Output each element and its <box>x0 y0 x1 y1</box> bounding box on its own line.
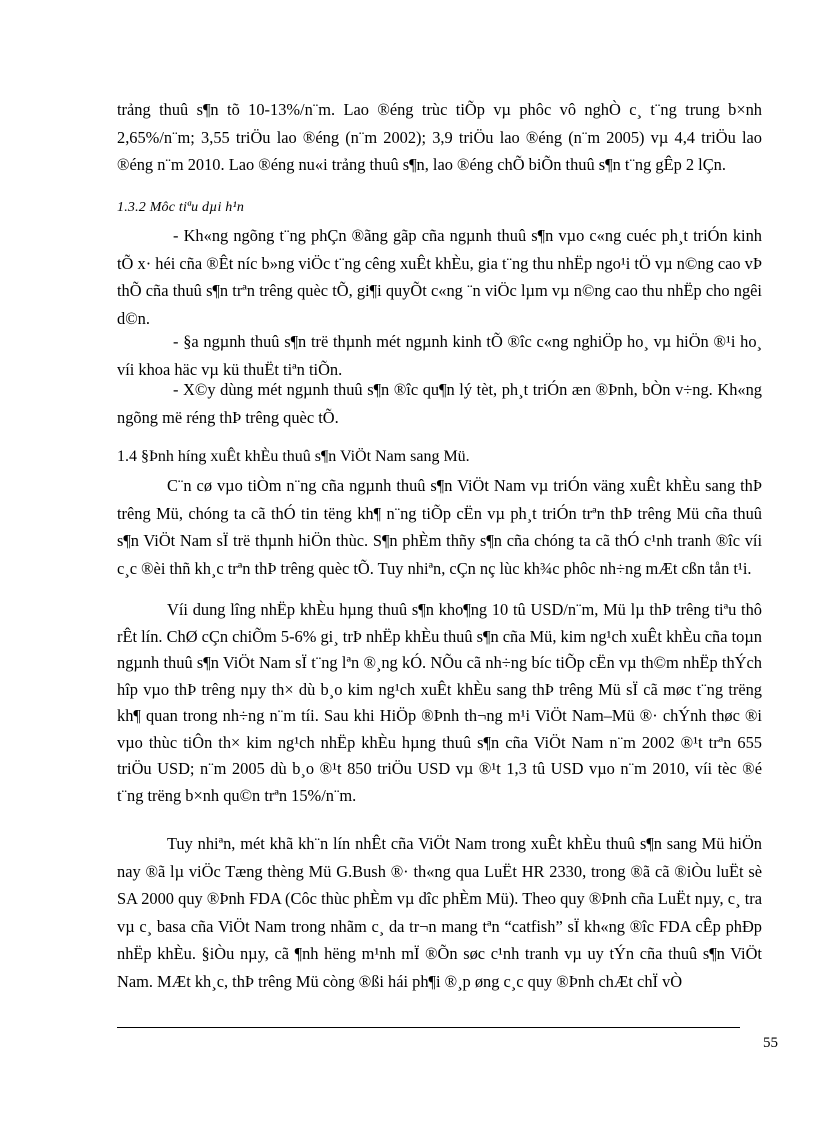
subheading-long-term-goals <box>117 198 762 218</box>
bullet-text: - §a ngµnh thuû s¶n trë thµnh mét ngµnh kinh tÕ ®îc c«ng nghiÖp ho¸ vµ hiÖn ®¹i ho¸ víi khoa häc vµ kü thuËt tiªn tiÕn. <box>117 332 762 379</box>
paragraph-text: trảng thuû s¶n tõ 10-13%/n¨m. Lao ®éng trùc tiÕp vµ phôc vô nghÒ c¸ t¨ng trung b×nh 2,65%/n¨m; 3,55 triÖu lao ®éng (n¨m 2002); 3,9 triÖu lao ®éng (n¨m 2005) vµ 4,4 triÖu lao ®éng n¨m 2010. Lao ®éng nu«i trảng thuû s¶n, lao ®éng chÕ biÕn thuû s¶n t¨ng gÊp 2 lÇn. <box>117 100 762 174</box>
section-heading-text: 1.4 §Þnh híng xuÊt khÈu thuû s¶n ViÖt Nam sang Mü. <box>117 448 470 465</box>
subheading-text: 1.3.2 Môc tiªu dµi h¹n <box>117 200 245 215</box>
paragraph-import-volume <box>117 597 762 809</box>
footer-divider <box>117 1027 740 1028</box>
paragraph-difficulty <box>117 830 762 995</box>
bullet-text: - Kh«ng ngõng t¨ng phÇn ®ãng gãp cña ngµnh thuû s¶n vµo c«ng cuéc ph¸t triÓn kinh tÕ x· héi cña ®Êt níc b»ng viÖc t¨ng cêng xuÊt khÈu, gia t¨ng thu nhËp ngo¹i tÖ vµ n©ng cao vÞ thÕ cña thuû s¶n trªn trêng quèc tÕ, gi¶i quyÕt c«ng ¨n viÖc lµm vµ n©ng cao thu nhËp cho ngêi d©n. <box>117 226 762 328</box>
bullet-text: - X©y dùng mét ngµnh thuû s¶n ®îc qu¶n lý tèt, ph¸t triÓn æn ®Þnh, bÒn v÷ng. Kh«ng ngõng më réng thÞ trêng quèc tÕ. <box>117 380 762 427</box>
page-number: 55 <box>763 1035 778 1051</box>
paragraph-labour-stats <box>117 96 762 179</box>
section-heading-1-4 <box>117 446 762 468</box>
goal-bullet-3 <box>117 376 762 431</box>
goal-bullet-1 <box>117 222 762 332</box>
paragraph-text: C¨n cø vµo tiÒm n¨ng cña ngµnh thuû s¶n ViÖt Nam vµ triÓn väng xuÊt khÈu sang thÞ trêng Mü, chóng ta cã thÓ tin tëng kh¶ n¨ng tiÕp cËn vµ ph¸t triÓn trªn thÞ trêng Mü cña thuû s¶n ViÖt Nam sÏ trë thµnh hiÖn thùc. S¶n phÈm thñy s¶n cña chóng ta cã thÓ c¹nh tranh ®îc víi c¸c ®èi thñ kh¸c trªn thÞ trêng quèc tÕ. Tuy nhiªn, cÇn nç lùc kh¾c phôc nh÷ng mÆt cßn tån t¹i. <box>117 476 762 578</box>
paragraph-text: Tuy nhiªn, mét khã kh¨n lín nhÊt cña ViÖt Nam trong xuÊt khÈu thuû s¶n sang Mü hiÖn nay ®ã lµ viÖc Tæng thèng Mü G.Bush ®· th«ng qua LuËt HR 2330, trong ®ã cã ®iÒu luËt sè SA 2000 quy ®Þnh FDA (Côc thùc phÈm vµ dîc phÈm Mü). Theo quy ®Þnh cña LuËt nµy, c¸ tra vµ c¸ basa cña ViÖt Nam trong nhãm c¸ da tr¬n mang tªn “catfish” sÏ kh«ng ®îc FDA cÊp phÐp nhËp khÈu. §iÒu nµy, cã ¶nh hëng m¹nh mÏ ®Õn søc c¹nh tranh vµ uy tÝn cña thuû s¶n ViÖt Nam. MÆt kh¸c, thÞ trêng Mü còng ®ßi hái ph¶i ®¸p øng c¸c quy ®Þnh chÆt chÏ vÒ <box>117 834 762 991</box>
goal-bullet-2 <box>117 328 762 383</box>
paragraph-potential <box>117 472 762 582</box>
paragraph-text: Víi dung lîng nhËp khÈu hµng thuû s¶n kho¶ng 10 tû USD/n¨m, Mü lµ thÞ trêng tiªu thô rÊt lín. ChØ cÇn chiÕm 5-6% gi¸ trÞ nhËp khÈu thuû s¶n cña Mü, kim ng¹ch xuÊt khÈu cña toµn ngµnh thuû s¶n ViÖt Nam sÏ t¨ng lªn ®¸ng kÓ. NÕu cã nh÷ng bíc tiÕp cËn vµ th©m nhËp thÝch hîp vµo thÞ trêng nµy th× dù b¸o kim ng¹ch xuÊt khÈu sang thÞ trêng Mü sÏ cã møc t¨ng trëng kh¶ quan trong nh÷ng n¨m tíi. Sau khi HiÖp ®Þnh th¬ng m¹i ViÖt Nam–Mü ®· chÝnh thøc ®i vµo thùc tiÔn th× kim ng¹ch nhËp khÈu hµng thuû s¶n cña ViÖt Nam n¨m 2002 ®¹t trªn 655 triÖu USD; n¨m 2005 dù b¸o ®¹t 850 triÖu USD vµ ®¹t 1,3 tû USD vµo n¨m 2010, víi tèc ®é t¨ng trëng b×nh qu©n trªn 15%/n¨m. <box>117 600 763 805</box>
